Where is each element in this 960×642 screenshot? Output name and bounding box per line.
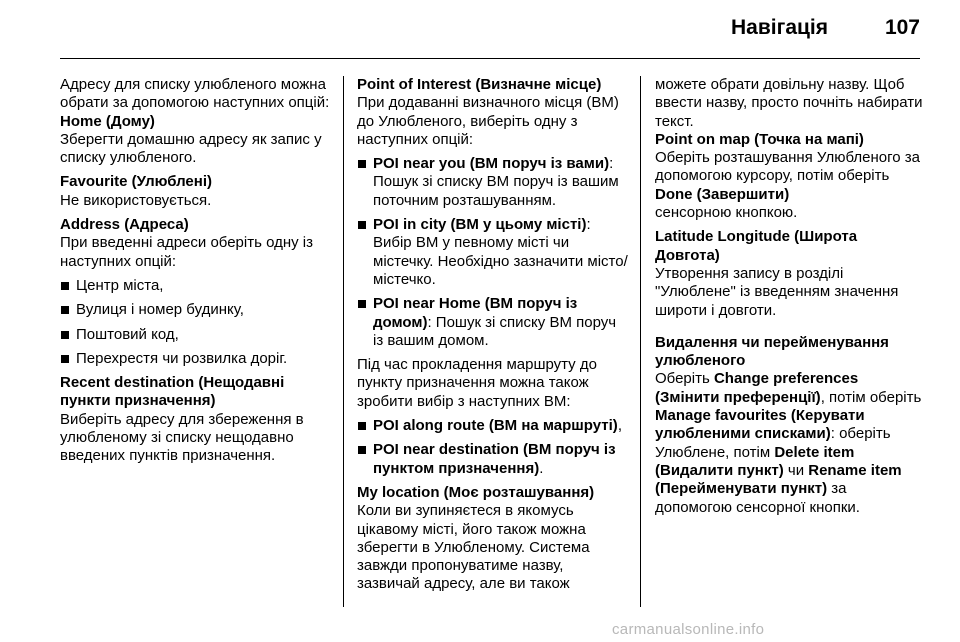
point-on-map-heading: Point on map (Точка на мапі)	[655, 130, 864, 148]
list-item: Поштовий код,	[60, 326, 332, 344]
delete-rename-heading: Видалення чи перейменування улюбленого	[655, 333, 889, 370]
list-item	[357, 155, 629, 210]
column-left	[60, 76, 332, 466]
header-rule	[60, 58, 920, 59]
list-item	[357, 216, 629, 289]
change-preferences-label: Change preferences (Змінити преференції)	[655, 370, 859, 406]
continued-text: можете обрати довільну назву. Щоб ввести назву, просто почніть набирати текст.	[655, 76, 923, 130]
manage-favourites-label: Manage favourites (Керувати улюбленими списками)	[655, 407, 865, 443]
done-label: Done (Завершити)	[655, 185, 790, 203]
list-item	[357, 441, 629, 478]
poi-near-you-label: POI near you (ВМ поруч із вами)	[373, 155, 610, 173]
list-item	[357, 295, 629, 350]
delete-text-part: , потім оберіть	[820, 388, 922, 406]
page-header	[60, 14, 920, 44]
delete-text-part: чи	[783, 461, 809, 479]
map-text-part: Оберіть розташування Улюбленого за допомогою курсору, потім оберіть	[655, 149, 920, 185]
delete-rename-text	[655, 370, 925, 516]
recent-heading: Recent destination (Нещодавні пункти призначення)	[60, 374, 285, 410]
list-item: Вулиця і номер будинку,	[60, 301, 332, 319]
poi-text: При додаванні визначного місця (ВМ) до Улюбленого, виберіть одну з наступних опцій:	[357, 94, 619, 148]
favourite-heading: Favourite (Улюблені)	[60, 173, 212, 191]
watermark: carmanualsonline.info	[612, 621, 765, 638]
column-divider	[343, 76, 344, 607]
my-location-text: Коли ви зупиняєтеся в якомусь цікавому місті, його також можна зберегти в Улюбленому. Система завжди пропонуватиме назву, зазвичай адресу, але ви також	[357, 502, 590, 593]
point-on-map-text	[655, 149, 925, 222]
delete-text-part: за допомогою сенсорної кнопки.	[655, 480, 860, 516]
column-middle	[357, 76, 629, 594]
page-title: Навігація	[730, 16, 828, 39]
delete-text-part: : оберіть Улюблене, потім	[655, 425, 891, 461]
map-text-part: сенсорною кнопкою.	[655, 204, 798, 222]
poi-near-destination-label: POI near destination (ВМ поруч із пунктом призначення)	[373, 441, 616, 477]
rename-item-label: Rename item (Перейменувати пункт)	[655, 461, 902, 498]
recent-text: Виберіть адресу для збереження в улюбленому зі списку нещодавно введених пунктів призначення.	[60, 410, 304, 465]
delete-item-label: Delete item (Видалити пункт)	[655, 443, 855, 479]
home-text: Зберегти домашню адресу як запис у списку улюбленого.	[60, 130, 322, 167]
list-item	[357, 417, 629, 435]
delete-text-part: Оберіть	[655, 370, 714, 388]
lat-long-heading: Latitude Longitude (Широта Довгота)	[655, 228, 858, 264]
poi-along-route-desc: ,	[617, 417, 622, 435]
route-poi-list	[357, 417, 629, 478]
poi-heading: Point of Interest (Визначне місце)	[357, 76, 602, 93]
poi-along-route-label: POI along route (ВМ на маршруті)	[373, 417, 618, 435]
my-location-heading: My location (Моє розташування)	[357, 483, 595, 501]
poi-options-list	[357, 155, 629, 350]
column-right	[655, 76, 925, 517]
poi-near-destination-desc: .	[539, 459, 544, 477]
route-text: Під час прокладення маршруту до пункту призначення можна також зробити вибір з наступних ВМ:	[357, 356, 597, 410]
address-text: При введенні адреси оберіть одну із наступних опцій:	[60, 234, 314, 270]
column-divider	[640, 76, 641, 607]
address-options-list	[60, 277, 332, 368]
page-number: 107	[884, 16, 920, 39]
poi-near-you-desc: : Пошук зі списку ВМ поруч із вашим поточним розташуванням.	[373, 155, 619, 209]
poi-in-city-label: POI in city (ВМ у цьому місті)	[373, 216, 587, 234]
poi-in-city-desc: : Вибір ВМ у певному місті чи містечку. Необхідно зазначити місто/містечко.	[373, 216, 628, 288]
intro-text: Адресу для списку улюбленого можна обрати за допомогою наступних опцій:	[60, 76, 330, 112]
favourite-text: Не використовується.	[60, 191, 212, 209]
poi-near-home-desc: : Пошук зі списку ВМ поруч із вашим домом.	[373, 313, 617, 349]
lat-long-text: Утворення запису в розділі "Улюблене" із введенням значення широти і довготи.	[655, 264, 899, 319]
address-heading: Address (Адреса)	[60, 216, 189, 234]
poi-near-home-label: POI near Home (ВМ поруч із домом)	[373, 295, 578, 331]
list-item: Перехрестя чи розвилка доріг.	[60, 350, 332, 368]
list-item: Центр міста,	[60, 277, 332, 295]
home-heading: Home (Дому)	[60, 112, 155, 130]
